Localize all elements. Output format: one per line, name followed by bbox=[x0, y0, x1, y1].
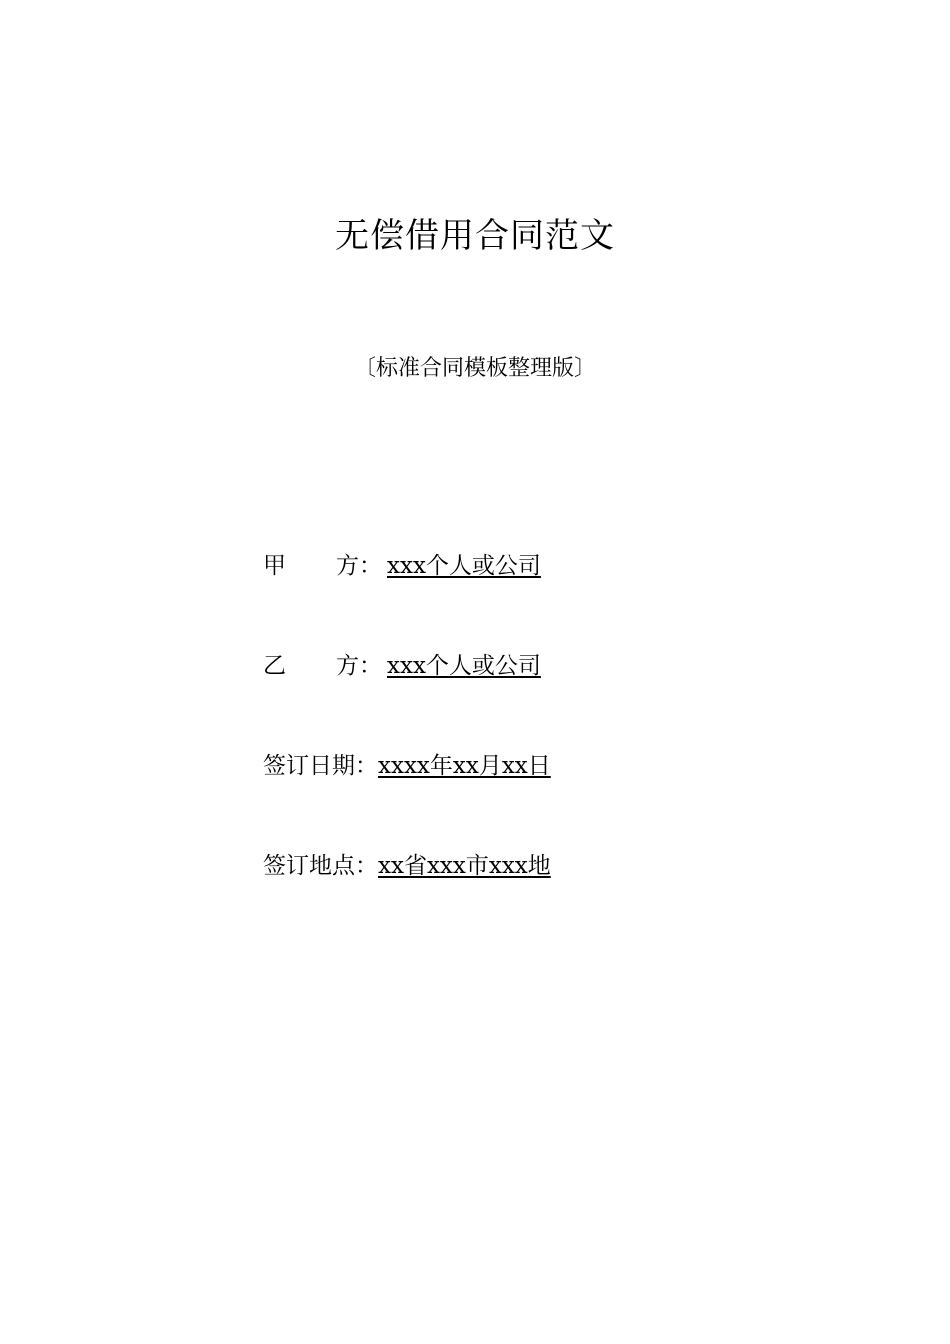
party-a-row bbox=[263, 551, 541, 581]
party-a-label bbox=[263, 551, 387, 581]
party-a-label-first: 甲 bbox=[263, 553, 286, 579]
party-b-label bbox=[263, 651, 387, 681]
party-a-label-second: 方： bbox=[336, 553, 382, 579]
party-b-value: xxx个人或公司 bbox=[387, 653, 541, 679]
sign-date-row bbox=[263, 751, 551, 781]
sign-date-value: xxxx年xx月xx日 bbox=[378, 753, 551, 779]
sign-place-label: 签订地点： bbox=[263, 853, 378, 879]
party-a-value: xxx个人或公司 bbox=[387, 553, 541, 579]
sign-date-label: 签订日期： bbox=[263, 753, 378, 779]
party-b-label-first: 乙 bbox=[263, 653, 286, 679]
sign-place-row bbox=[263, 851, 551, 881]
party-b-label-second: 方： bbox=[336, 653, 382, 679]
party-b-row bbox=[263, 651, 541, 681]
document-subtitle: 〔标准合同模板整理版〕 bbox=[353, 356, 596, 381]
sign-place-value: xx省xxx市xxx地 bbox=[378, 853, 551, 879]
document-title: 无偿借用合同范文 bbox=[335, 216, 615, 256]
